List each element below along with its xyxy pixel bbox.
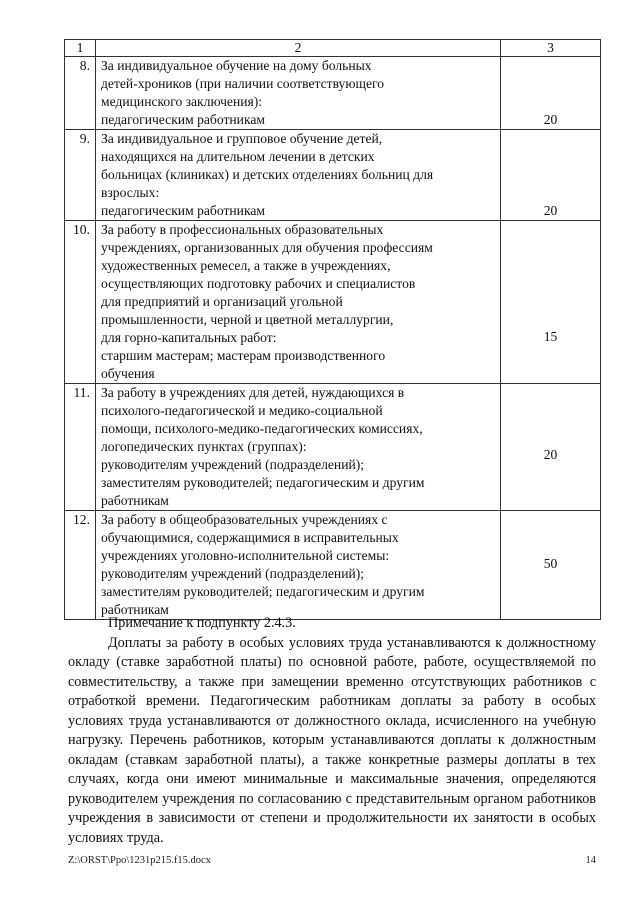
table-row: [65, 130, 601, 221]
table-row: [65, 384, 601, 511]
row-value: [501, 511, 601, 620]
description-line: заместителям руководителей; педагогическим и другим: [101, 475, 425, 490]
description-line: руководителям учреждений (подразделений);: [101, 457, 365, 472]
note-body: Доплаты за работу в особых условиях труда устанавливаются к должностному окладу (ставке заработной платы) по основной работе, работе, осуществляемой по совместительству, а также при замещении временно отсутствующих работников с отработкой времени. Педагогическим работникам доплаты за работу в особых условиях труда устанавливаются от должностного оклада, исчисленного на учебную нагрузку. Перечень работников, которым устанавливаются доплаты к должностным окладам (ставкам заработной платы), а также конкретные размеры доплаты в тех случаях, когда они имеют минимальные и максимальные значения, определяются руководителем учреждения по согласованию с представительным органом работников учреждения в зависимости от степени и продолжительности их занятости в особых условиях труда.: [68, 634, 596, 846]
table-row: [65, 57, 601, 130]
description-line: работникам: [101, 602, 169, 617]
row-number: 10.: [65, 221, 96, 384]
page-number: 14: [585, 855, 596, 866]
description-line: За работу в учреждениях для детей, нуждающихся в: [101, 385, 405, 400]
table-header-row: [65, 40, 601, 57]
description-line: больницах (клиниках) и детских отделениях больниц для: [101, 167, 434, 182]
row-number: 11.: [65, 384, 96, 511]
row-description: [96, 221, 501, 384]
row-description: [96, 57, 501, 130]
description-line: взрослых:: [101, 185, 160, 200]
row-value-text: 15: [543, 329, 558, 344]
description-line: находящихся на длительном лечении в детских: [101, 149, 375, 164]
table-row: [65, 221, 601, 384]
description-line: педагогическим работникам: [101, 112, 265, 127]
row-description: [96, 384, 501, 511]
description-line: За работу в профессиональных образовательных: [101, 222, 384, 237]
description-line: художественных ремесел, а также в учреждениях,: [101, 258, 391, 273]
row-value: [501, 221, 601, 384]
description-line: обучения: [101, 366, 155, 381]
description-line: обучающимися, содержащимися в исправительных: [101, 530, 399, 545]
file-path: Z:\ORST\Ppo\1231p215.f15.docx: [68, 855, 211, 866]
header-col-3: 3: [501, 40, 601, 57]
description-line: За работу в общеобразовательных учреждениях с: [101, 512, 388, 527]
description-line: учреждениях, организованных для обучения профессиям: [101, 240, 433, 255]
description-line: учреждениях уголовно-исполнительной системы:: [101, 548, 390, 563]
note-section: [68, 614, 596, 848]
description-line: работникам: [101, 493, 169, 508]
description-line: За индивидуальное обучение на дому больных: [101, 58, 372, 73]
description-line: промышленности, черной и цветной металлургии,: [101, 312, 394, 327]
row-value-text: 20: [543, 447, 558, 462]
row-value: 20: [501, 130, 601, 221]
row-value: 20: [501, 57, 601, 130]
description-line: помощи, психолого-медико-педагогических комиссиях,: [101, 421, 423, 436]
row-number: 9.: [65, 130, 96, 221]
description-line: для предприятий и организаций угольной: [101, 294, 343, 309]
description-line: За индивидуальное и групповое обучение детей,: [101, 131, 383, 146]
row-description: [96, 130, 501, 221]
description-line: детей-хроников (при наличии соответствующего: [101, 76, 385, 91]
header-col-2: 2: [96, 40, 501, 57]
description-line: медицинского заключения):: [101, 94, 263, 109]
row-value-text: 50: [543, 556, 558, 571]
row-value: [501, 384, 601, 511]
allowance-table: [64, 39, 601, 620]
description-line: руководителям учреждений (подразделений);: [101, 566, 365, 581]
description-line: старшим мастерам; мастерам производственного: [101, 348, 386, 363]
description-line: логопедических пунктах (группах):: [101, 439, 307, 454]
description-line: осуществляющих подготовку рабочих и специалистов: [101, 276, 416, 291]
row-description: [96, 511, 501, 620]
header-col-1: 1: [65, 40, 96, 57]
row-number: 8.: [65, 57, 96, 130]
note-title: Примечание к подпункту 2.4.3.: [108, 615, 296, 631]
description-line: педагогическим работникам: [101, 203, 265, 218]
description-line: психолого-педагогической и медико-социальной: [101, 403, 383, 418]
description-line: для горно-капитальных работ:: [101, 330, 277, 345]
description-line: заместителям руководителей; педагогическим и другим: [101, 584, 425, 599]
table-row: [65, 511, 601, 620]
row-number: 12.: [65, 511, 96, 620]
